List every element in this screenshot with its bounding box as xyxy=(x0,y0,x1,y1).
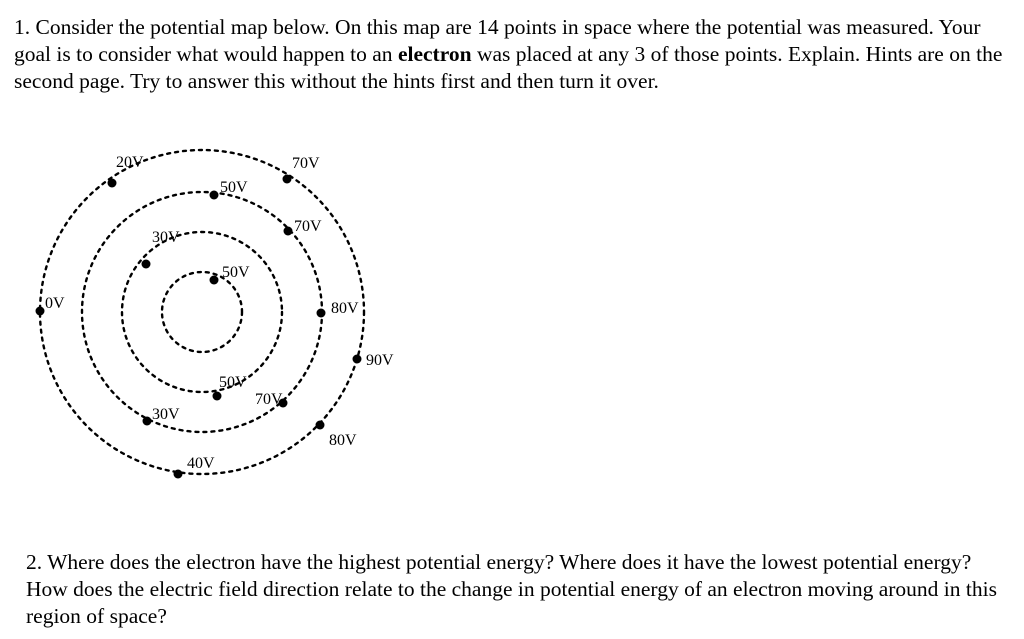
point-label: 90V xyxy=(366,352,394,369)
point-label: 70V xyxy=(255,391,283,408)
question-1-text-before: Consider the potential map below. On this map are 14 points in space where the potential was measured. Your goal is to consider what would happen to an xyxy=(14,15,981,66)
question-2-number: 2. xyxy=(26,550,43,574)
measurement-point xyxy=(316,421,358,450)
point-label: 80V xyxy=(331,300,359,317)
measurement-point xyxy=(284,218,323,236)
equipotential-ring-center xyxy=(162,272,242,352)
point-label: 30V xyxy=(152,229,180,246)
question-1-text-after: was placed at any 3 of those points. Explain. Hints are on the second page. Try to answer this without the hints first and then turn it over. xyxy=(14,42,1003,93)
measurement-point xyxy=(210,179,249,200)
point-label: 50V xyxy=(219,374,247,391)
measurement-point xyxy=(142,229,181,269)
equipotential-ring-inner xyxy=(122,232,282,392)
measurement-point xyxy=(283,155,321,184)
measurement-point xyxy=(255,391,288,408)
point-label: 30V xyxy=(152,406,180,423)
question-1-number: 1. xyxy=(14,15,31,39)
question-2-text: Where does the electron have the highest potential energy? Where does it have the lowest potential energy? How does the electric field direction relate to the change in potential energy of an electron moving around in this region of space? xyxy=(26,550,997,628)
measurement-point xyxy=(213,374,248,401)
question-2 xyxy=(26,549,1006,630)
equipotential-ring-outer xyxy=(40,150,364,474)
point-label: 0V xyxy=(45,295,65,312)
point-label: 40V xyxy=(187,455,215,472)
point-label: 80V xyxy=(329,432,357,449)
measurement-point xyxy=(143,406,181,426)
measurement-point xyxy=(317,300,360,318)
point-label: 70V xyxy=(292,155,320,172)
potential-map xyxy=(0,140,420,500)
measurement-point xyxy=(108,154,145,188)
point-label: 50V xyxy=(222,264,250,281)
point-label: 20V xyxy=(116,154,144,171)
point-label: 50V xyxy=(220,179,248,196)
point-label: 70V xyxy=(294,218,322,235)
question-1 xyxy=(14,14,1004,95)
question-1-bold-word: electron xyxy=(397,42,472,66)
